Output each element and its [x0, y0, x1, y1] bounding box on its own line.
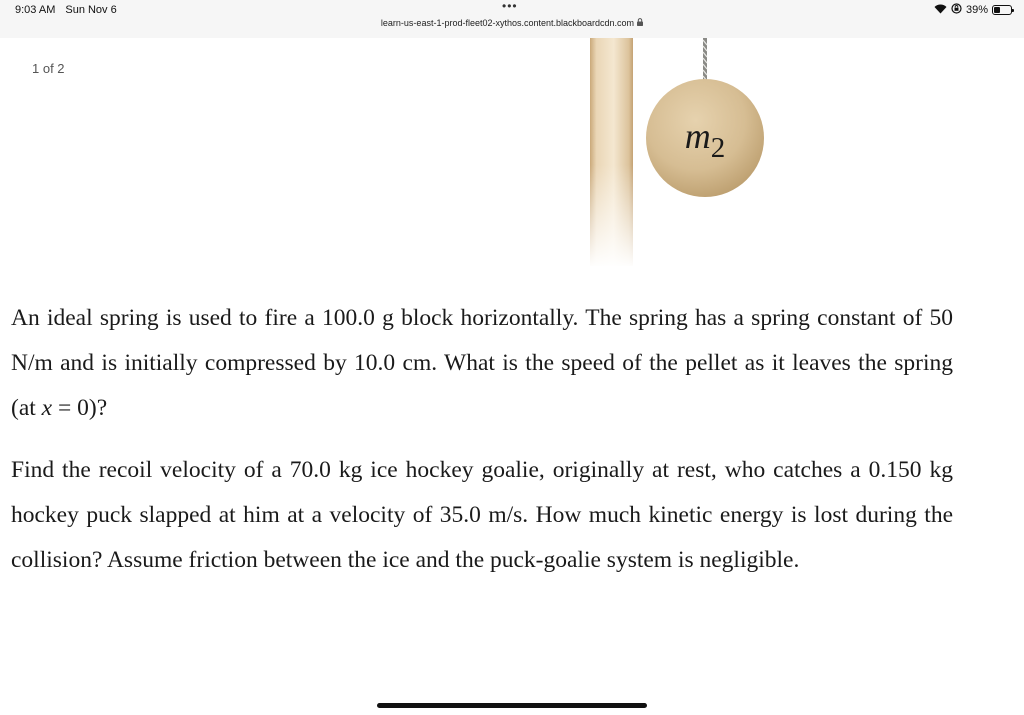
- page-indicator: 1 of 2: [32, 61, 65, 76]
- wifi-icon: [934, 4, 947, 17]
- problem-text: [11, 296, 953, 583]
- lock-icon: [637, 18, 643, 28]
- battery-fill: [994, 7, 1000, 13]
- screen-lock-rotation-icon: [951, 3, 962, 17]
- ball-label: $m_2$: [684, 116, 726, 164]
- problem-2: Find the recoil velocity of a 70.0 kg ice hockey goalie, originally at rest, who catches a 0.150 kg hockey puck slapped at him at a velocity of 35.0 m/s. How much kinetic energy is lost during the collision? Assume friction between the ice and the puck-goalie system is negligible.: [11, 457, 953, 573]
- problem-1-text: An ideal spring is used to fire a 100.0 g block horizontally. The spring has a spring constant of 50 N/m and is initially compressed by 10.0 cm. What is the speed of the pellet as it leaves the spring (at: [11, 305, 953, 421]
- problem-1-text-end: = 0)?: [52, 395, 108, 421]
- status-time: 9:03 AM: [15, 4, 56, 16]
- battery-percent: 39%: [965, 4, 988, 16]
- problem-1: [11, 296, 953, 431]
- pendulum-figure: [560, 38, 820, 268]
- status-right: [934, 3, 1012, 17]
- battery-icon: [992, 5, 1012, 15]
- url-text: learn-us-east-1-prod-fleet02-xythos.content.blackboardcdn.com: [380, 18, 635, 28]
- status-bar: [0, 0, 1024, 38]
- status-left: [15, 4, 117, 16]
- browser-more-button[interactable]: •••: [502, 0, 518, 13]
- status-date: Sun Nov 6: [65, 4, 117, 16]
- address-bar[interactable]: [0, 18, 1024, 28]
- home-indicator[interactable]: [377, 703, 647, 708]
- rope: [703, 38, 707, 82]
- problem-1-math-var: x: [41, 395, 53, 421]
